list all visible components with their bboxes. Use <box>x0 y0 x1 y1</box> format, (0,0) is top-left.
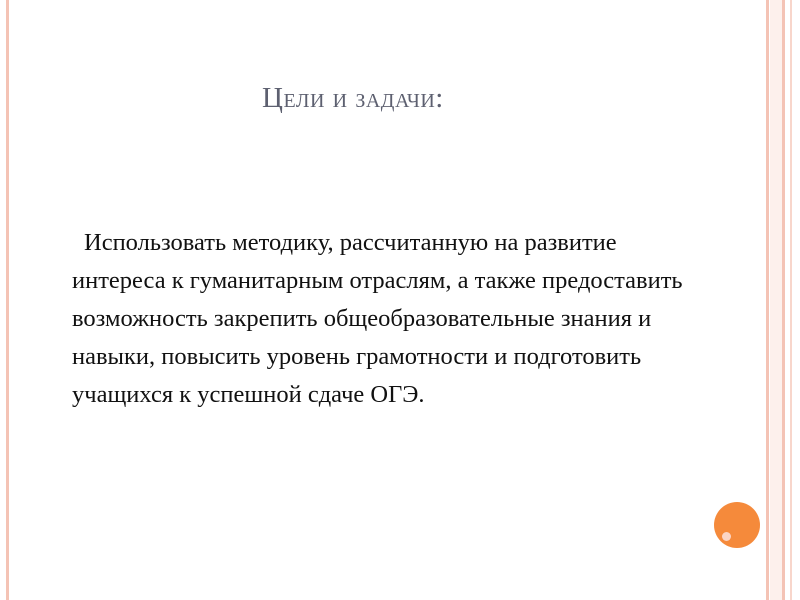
small-circle-decoration <box>722 532 731 541</box>
orange-circle-decoration <box>714 502 760 548</box>
frame-right-line <box>782 0 785 600</box>
slide-body-text: Использовать методику, рассчитанную на развитие интереса к гуманитарным отраслям, а также предоставить возможность закрепить общеобразовательные знания и навыки, повысить уровень грамотности и подготовить учащихся к успешной сдаче ОГЭ. <box>72 229 683 408</box>
frame-right-line <box>766 0 769 600</box>
frame-left-line <box>6 0 9 600</box>
frame-right-line <box>790 0 792 600</box>
slide-title: Цели и задачи: <box>262 82 444 114</box>
frame-right-band <box>770 0 782 600</box>
